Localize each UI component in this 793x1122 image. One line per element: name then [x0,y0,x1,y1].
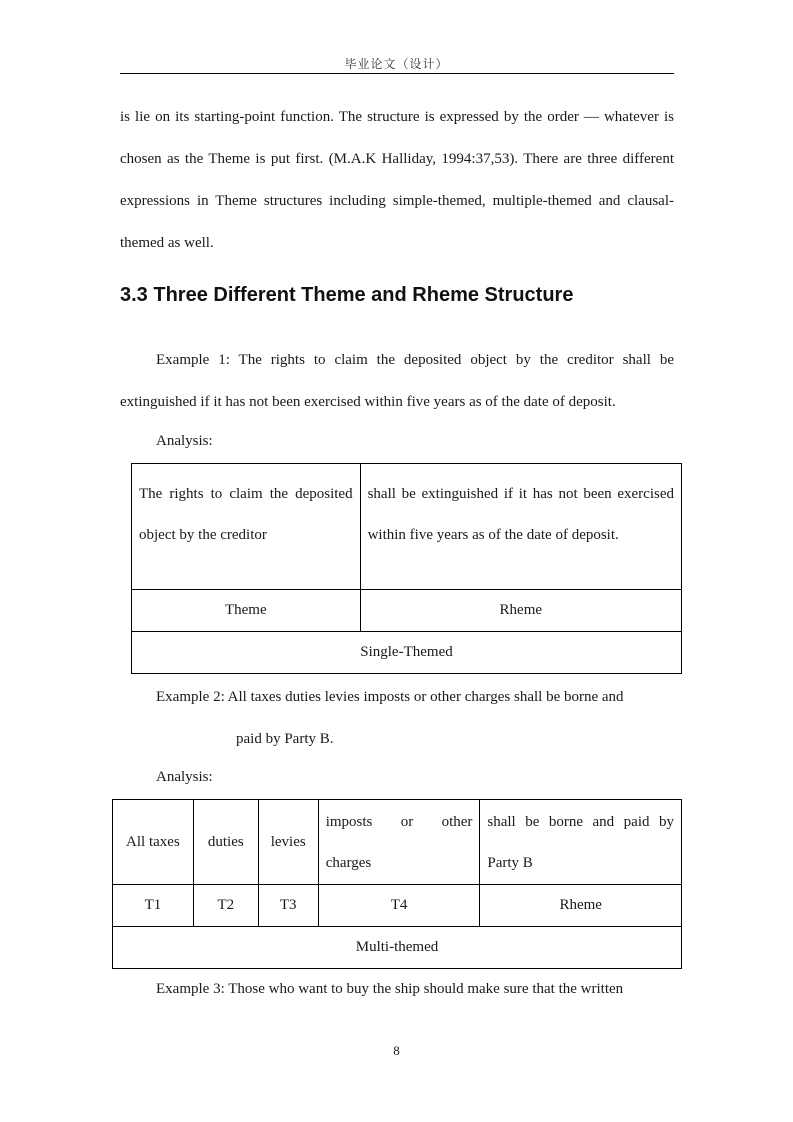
theme-cell-4: imposts or other charges [325,814,473,871]
theme-cell-1: All taxes [113,800,194,885]
example-2-text-line-2: paid by Party B. [236,731,334,747]
example-2-text-line-1: Example 2: All taxes duties levies imposts or other charges shall be borne and [156,689,624,705]
table-row [132,464,682,590]
page-number: 8 [393,1043,400,1058]
table-row [113,800,682,885]
table-row [132,590,682,632]
table-cell [132,464,361,590]
label-t4: T4 [318,885,480,927]
label-rheme: Rheme [480,885,682,927]
table-cell [360,464,681,590]
label-t3: T3 [258,885,318,927]
header-divider [120,73,674,74]
rheme-label: Rheme [360,590,681,632]
structure-type-label: Single-Themed [132,632,682,674]
example-3-text: Example 3: Those who want to buy the ship should make sure that the written [156,981,624,997]
rheme-cell: shall be borne and paid by Party B [487,814,674,871]
table-row [113,927,682,969]
label-t1: T1 [113,885,194,927]
table-row [113,885,682,927]
theme-label: Theme [132,590,361,632]
table-cell [318,800,480,885]
rheme-text: shall be extinguished if it has not been exercised within five years as of the date of deposit. [367,486,674,543]
intro-paragraph: is lie on its starting-point function. The structure is expressed by the order — whatever is chosen as the Theme is put first. (M.A.K Halliday, 1994:37,53). There are three different expressions in Theme structures including simple-themed, multiple-themed and clausal-themed as well. [120,109,674,251]
table-cell [480,800,682,885]
structure-type-label: Multi-themed [113,927,682,969]
example-2-analysis-label: Analysis: [156,769,213,785]
section-heading: 3.3 Three Different Theme and Rheme Structure [120,284,574,306]
example-1-analysis-label: Analysis: [156,433,213,449]
theme-cell-3: levies [258,800,318,885]
example-1-text: Example 1: The rights to claim the deposited object by the creditor shall be extinguished if it has not been exercised within five years as of the date of deposit. [120,352,674,410]
theme-cell-2: duties [193,800,258,885]
label-t2: T2 [193,885,258,927]
page-header-title: 毕业论文（设计） [344,57,449,71]
example-1-analysis-table [131,463,682,674]
table-row [132,632,682,674]
example-2-analysis-table [112,799,682,969]
theme-text: The rights to claim the deposited object by the creditor [139,486,353,543]
